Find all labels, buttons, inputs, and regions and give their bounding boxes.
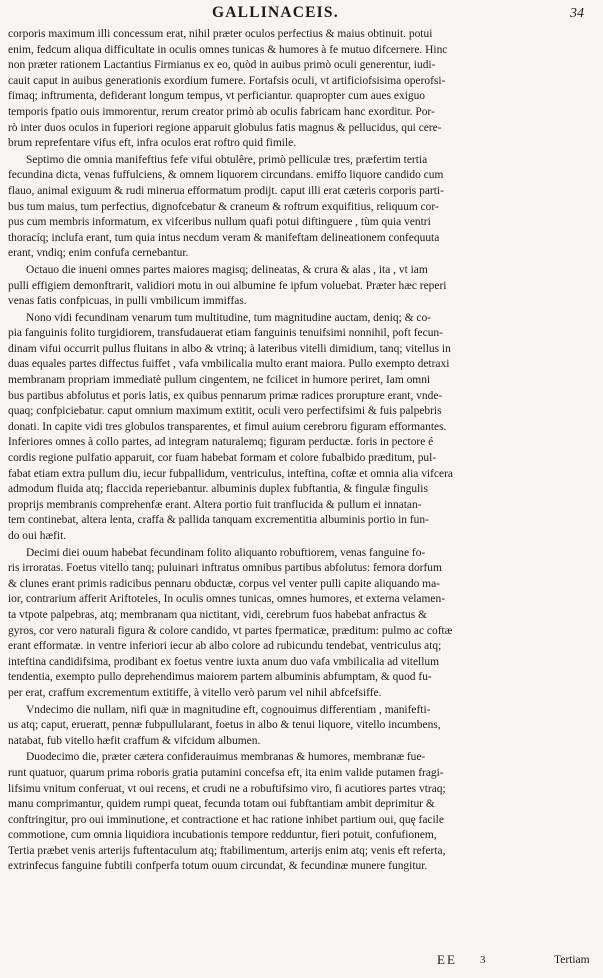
text-line: cordis regione pulfatio apparuit, cor fuam habebat formam et colore fubalbido præditum, pul- xyxy=(8,452,437,465)
paragraph-first-line: Decimi diei ouum habebat fecundinam folito aliquanto robuftiorem, venas fanguine fo- xyxy=(26,546,426,559)
paragraph-first-line: Nono vidi fecundinam venarum tum multitudine, tum magnitudine auctam, deniq; & co- xyxy=(26,311,431,324)
paragraph-first-line: Septimo die omnia manifeftius fefe vifui obtulêre, primò pelliculæ tres, præfertim tertia xyxy=(26,153,428,166)
text-line: venas fatis confpicuas, in pulli vmbilicum immiffas. xyxy=(8,295,247,308)
text-line: dinam vifui occurrit pullus fluitans in albo & vtrinq; à lateribus vitelli dimidium, tanq; vitellus in xyxy=(8,342,451,355)
text-line: flauo, animal exiguum & rudi minerua efformatum prodijt. caput illi erat cæteris corporis parti- xyxy=(8,184,444,197)
text-line: tem continebat, altera lenta, craffa & pallida tanquam excrementitia albuminis portio in fun- xyxy=(8,514,429,527)
text-line: per erat, craffum excrementum extitiffe, à vitello verò parum vel nihil abfcefsiffe. xyxy=(8,686,382,699)
text-line: membranam propriam immediatè pullum cingentem, ne fcilicet in humore periret, Iam omni xyxy=(8,374,431,387)
text-line: erant efformatæ. in ventre inferiori iecur ab albo colore ad rubicundu tendebat, ventriculus atq; xyxy=(8,640,442,653)
text-line: fecundina dicta, venas fuffulciens, & omnem liquorem circundans. emiffo liquore candido cum xyxy=(8,169,444,182)
page-footer xyxy=(0,952,603,972)
text-line: lifsimu vnitum conferuat, vt oui recens, et crudi ne a robuftifsimo viro, fi acutiores partes vtraq; xyxy=(8,782,446,795)
catchword: Tertiam xyxy=(554,954,590,966)
text-line: duas equales partes diffectus fuiffet , vafa vmbilicalia multo erant maiora. Pullo exempto detraxi xyxy=(8,358,450,371)
text-line: bus partibus abfolutus et poris latis, ex quibus pennarum primæ radices prorupture erant, vnde- xyxy=(8,389,443,402)
text-line: ris irroratas. Foetus vitello tanq; puluinari inftratus omnibus partibus abfolutus: femora dorfum xyxy=(8,562,442,575)
running-title: GALLINACEIS. xyxy=(212,4,339,21)
text-line: thoracíq; inclufa erant, tum quia intus necdum veram & manifeftam delineationem confequuta xyxy=(8,231,440,244)
text-line: bus tum maius, tum perfectius, dignofcebatur & craneum & roftrum exquifitius, reliquum cor- xyxy=(8,200,439,213)
text-line: Tertia præbet venis arterijs fuftentaculum atq; ftabilimentum, arterijs enim atq; venis eft referta, xyxy=(8,844,446,857)
text-line: quaq; confpiciebatur. caput omnium maximum extitit, oculi vero perfectifsimi & fuis palpebris xyxy=(8,405,442,418)
text-line: erant, vndiq; enim confufa cernebantur. xyxy=(8,247,189,260)
text-line: tendentia, exempto pullo deprehendimus maiorem partem albuminis abfumptam, & quod fu- xyxy=(8,671,432,684)
paragraph-first-line: Duodecimo die, præter cætera confiderauimus membranas & humores, membranæ fue- xyxy=(26,751,426,764)
text-line: enim, fedcum aliqua difficultate in oculis omnes tunicas & humores à fe mutuo difcernere. Hinc xyxy=(8,43,448,56)
text-line: pulli effigiem demonftrarit, validiori motu in oui albumine fe ipfum voluebat. Præter hæc reperi xyxy=(8,279,447,292)
text-line: us atq; caput, erueratt, pennæ fubpullularant, foetus in albo & tenui liquore, vitello incumbens, xyxy=(8,719,441,732)
text-line: donati. In capite vidi tres globulos transparentes, et fimul auium cerebroru figuram efformantes. xyxy=(8,420,447,433)
text-line: pus cum membris informatum, ex vifceribus nullum quafi potui diftinguere , tùm quia ventri xyxy=(8,216,431,229)
text-line: natabat, fub vitello hæfit craffum & vifcidum albumen. xyxy=(8,734,261,747)
text-line: proprijs membranis comprehenfæ erant. Altera portio fuit tranflucida & pullum ei innatan- xyxy=(8,498,422,511)
text-line: ta vtpote palpebras, atq; membranam qua nictitant, vidi, cerebrum fuos habebat anfractus & xyxy=(8,608,427,621)
page-header xyxy=(0,4,603,24)
paragraph-first-line: Octauo die inueni omnes partes maiores magisq; delineatas, & crura & alas , ita , vt iam xyxy=(26,263,428,276)
text-line: fabat etiam extra pullum diu, iecur fubpallidum, ventriculus, inteftina, coftæ et omnia alia vifcera xyxy=(8,467,453,480)
text-line: non præter rationem Lactantius Firmianus ex eo, quòd in auibus primò oculi generentur, iudi- xyxy=(8,59,436,72)
text-line: gyros, cor vero naturali figura & colore candido, vt partes fpermaticæ, præditum: pulmo ac coftæ xyxy=(8,624,453,637)
text-line: do oui hæfit. xyxy=(8,530,67,542)
text-line: inteftina candidifsima, prodibant ex foetus ventre iuxta anum duo vafa vmbilicalia ad vitellum xyxy=(8,655,440,668)
text-line: fimaq; inftrumenta, defiderant longum tempus, vt perficiantur. quapropter cum aues exiguo xyxy=(8,90,426,103)
text-line: runt quatuor, quarum prima roboris gratia putamini concefsa eft, ita enim valide putamen fragi- xyxy=(8,766,444,779)
text-line: commotione, cum omnia liquidiora incubationis tempore redduntur, fieri potuit, confufionem, xyxy=(8,829,437,842)
text-line: ior, contrarium afferit Ariftoteles, In oculis omnes tunicas, omnes humores, et externa velamen- xyxy=(8,593,445,606)
text-line: conftringitur, pro oui imminutione, et contractione et hac ratione inhibet partium oui, quę facile xyxy=(8,813,444,826)
text-line: corporis maximum illi concessum erat, nihil præter oculos perfectius & maius obtinuit. potui xyxy=(8,28,433,40)
text-line: brum reprefentare vifus eft, infra oculos erat roftro quid fimile. xyxy=(8,137,297,150)
text-line: rò inter duos oculos in fuperiori regione apparuit globulus fatis magnus & pellucidus, qui cere- xyxy=(8,121,442,134)
text-line: pia fanguinis folito turgidiorem, transfudauerat etiam fanguinis tenuifsimi nonnihil, poft fecun- xyxy=(8,327,443,340)
text-line: manu comprimantur, quidem rumpi queat, fecunda totam oui fubftantiam ambit deprimitur & xyxy=(8,798,435,811)
signature-number: 3 xyxy=(480,954,486,966)
text-line: cauit caput in auibus generationis exordium fumere. Fortafsis oculi, vt artificiofsisima operofsi- xyxy=(8,74,446,87)
text-line: temporis fpatio ouis immorentur, rerum creator primò ab oculis fabricam hanc exorditur. Por- xyxy=(8,105,435,118)
text-line: & clunes erant primis radicibus pennaru obductæ, corpus vel venter pulli capite aliquando ma- xyxy=(8,577,440,590)
text-line: extrinfecus fanguine fubtili confperfa totum ouum circundat, & fecundinæ munere fungitur. xyxy=(8,860,428,873)
signature-mark: EE xyxy=(437,952,457,967)
body-text xyxy=(8,27,598,875)
text-line: Inferiores omnes à collo partes, ad integram naturalemq; figuram perductæ. foris in pectore é xyxy=(8,436,434,449)
text-line: admodum fluida atq; flaccida reperiebantur. albuminis duplex fubftantia, & fingulæ fingulis xyxy=(8,483,428,496)
page-number: 34 xyxy=(570,6,584,21)
paragraph-first-line: Vndecimo die nullam, nifi quæ in magnitudine eft, cognouimus differentiam , manifefti- xyxy=(26,703,431,716)
